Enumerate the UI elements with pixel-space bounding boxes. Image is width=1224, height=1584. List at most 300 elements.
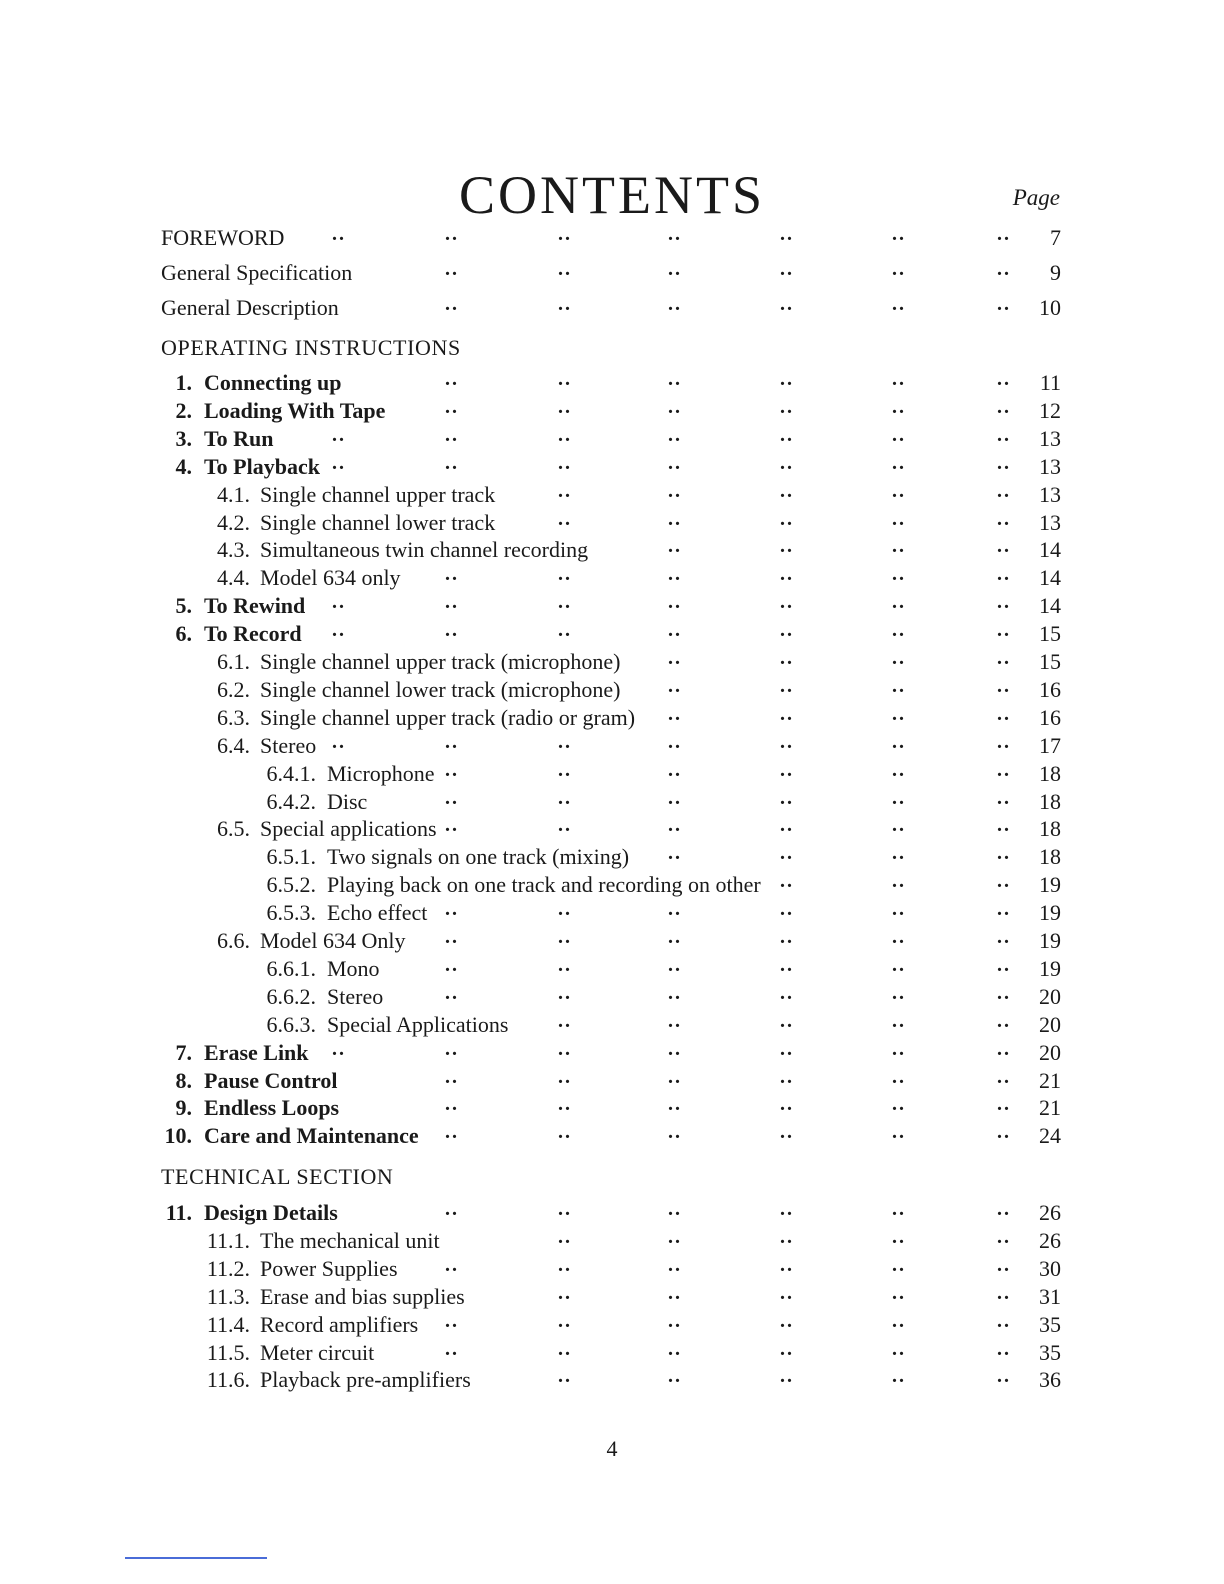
leader-dots: .. bbox=[780, 293, 794, 315]
leader-dots: .. bbox=[445, 1037, 459, 1060]
operating.entries-entry[interactable] bbox=[0, 1067, 1224, 1095]
leader-dots: .. bbox=[997, 368, 1011, 390]
entry-number: 6.2. bbox=[217, 676, 250, 702]
leader-dots: .. bbox=[997, 1065, 1011, 1088]
entry-number: 11.6. bbox=[206, 1367, 250, 1393]
entry-page-number: 17 bbox=[1039, 732, 1061, 758]
entry-title: Single channel lower track (microphone) bbox=[260, 676, 621, 702]
leader-dots: .. bbox=[558, 395, 572, 418]
leader-dots: .. bbox=[892, 1198, 906, 1220]
leader-dots: .. bbox=[892, 507, 906, 530]
page-number: 4 bbox=[606, 1436, 618, 1461]
leader-dots: .. bbox=[558, 953, 572, 976]
leader-dots: .. bbox=[558, 1121, 572, 1144]
front-matter-entry[interactable] bbox=[0, 259, 1224, 287]
operating.entries-entry[interactable] bbox=[0, 732, 1224, 760]
leader-dots: .. bbox=[780, 842, 794, 865]
entry-number: 6. bbox=[175, 621, 192, 647]
leader-dots: .. bbox=[558, 223, 572, 245]
entry-title: Care and Maintenance bbox=[204, 1123, 419, 1149]
leader-dots: .. bbox=[997, 1253, 1011, 1276]
leader-dots: .. bbox=[445, 730, 459, 753]
entry-page-number: 35 bbox=[1039, 1339, 1061, 1365]
leader-dots: .. bbox=[892, 786, 906, 809]
leader-dots: .. bbox=[445, 1093, 459, 1116]
leader-dots: .. bbox=[558, 758, 572, 781]
entry-number: 11.1. bbox=[206, 1227, 250, 1253]
leader-dots: .. bbox=[780, 368, 794, 390]
leader-dots: .. bbox=[668, 368, 682, 390]
leader-dots: .. bbox=[892, 1065, 906, 1088]
leader-dots: .. bbox=[668, 563, 682, 586]
leader-dots: .. bbox=[892, 1281, 906, 1304]
entry-number: 3. bbox=[175, 425, 192, 451]
leader-dots: .. bbox=[668, 395, 682, 418]
entry-page-number: 20 bbox=[1039, 983, 1061, 1009]
entry-title: Stereo bbox=[327, 983, 384, 1009]
entry-title: Connecting up bbox=[204, 370, 342, 395]
leader-dots: .. bbox=[997, 293, 1011, 315]
entry-title: The mechanical unit bbox=[260, 1227, 440, 1253]
leader-dots: .. bbox=[780, 1065, 794, 1088]
leader-dots: .. bbox=[445, 814, 459, 837]
leader-dots: .. bbox=[445, 981, 459, 1004]
leader-dots: .. bbox=[780, 1009, 794, 1032]
leader-dots: .. bbox=[780, 647, 794, 669]
leader-dots: .. bbox=[780, 870, 794, 893]
leader-dots: .. bbox=[668, 842, 682, 865]
operating.entries-entry[interactable] bbox=[0, 815, 1224, 843]
entry-title: General Description bbox=[161, 295, 339, 320]
entry-page-number: 26 bbox=[1039, 1227, 1061, 1253]
leader-dots: .. bbox=[780, 702, 794, 725]
leader-dots: .. bbox=[892, 1009, 906, 1032]
entry-page-number: 13 bbox=[1039, 509, 1061, 535]
leader-dots: .. bbox=[997, 1121, 1011, 1144]
leader-dots: .. bbox=[558, 563, 572, 586]
leader-dots: .. bbox=[558, 981, 572, 1004]
entry-title: Simultaneous twin channel recording bbox=[260, 537, 589, 563]
operating.entries-entry[interactable] bbox=[0, 927, 1224, 955]
entry-title: Model 634 Only bbox=[260, 928, 406, 953]
operating.entries-entry[interactable] bbox=[0, 1094, 1224, 1122]
entry-page-number: 18 bbox=[1039, 844, 1061, 870]
entry-title: Record amplifiers bbox=[260, 1311, 419, 1337]
technical.entries-entry[interactable] bbox=[0, 1339, 1224, 1367]
leader-dots: .. bbox=[997, 1281, 1011, 1304]
operating.entries-entry[interactable] bbox=[0, 843, 1224, 871]
entry-number: 6.5. bbox=[217, 816, 250, 842]
operating.entries-entry[interactable] bbox=[0, 397, 1224, 425]
technical.entries-entry[interactable] bbox=[0, 1283, 1224, 1311]
operating.entries-entry[interactable] bbox=[0, 704, 1224, 732]
leader-dots: .. bbox=[445, 451, 459, 474]
leader-dots: .. bbox=[558, 1093, 572, 1116]
entry-title: General Specification bbox=[161, 260, 353, 285]
leader-dots: .. bbox=[668, 423, 682, 446]
entry-title: Erase Link bbox=[204, 1039, 309, 1065]
leader-dots: .. bbox=[892, 619, 906, 642]
leader-dots: .. bbox=[780, 619, 794, 642]
leader-dots: .. bbox=[558, 814, 572, 837]
leader-dots: .. bbox=[332, 591, 346, 614]
leader-dots: .. bbox=[997, 591, 1011, 614]
entry-number: 11. bbox=[165, 1200, 192, 1225]
leader-dots: .. bbox=[997, 870, 1011, 893]
entry-number: 4.4. bbox=[217, 565, 250, 591]
leader-dots: .. bbox=[780, 479, 794, 502]
leader-dots: .. bbox=[558, 1253, 572, 1276]
operating.entries-entry[interactable] bbox=[0, 369, 1224, 397]
leader-dots: .. bbox=[997, 563, 1011, 586]
leader-dots: .. bbox=[668, 507, 682, 530]
entry-number: 11.2. bbox=[206, 1255, 250, 1281]
leader-dots: .. bbox=[668, 258, 682, 280]
leader-dots: .. bbox=[780, 1037, 794, 1060]
leader-dots: .. bbox=[668, 814, 682, 837]
entry-number: 7. bbox=[175, 1039, 192, 1065]
leader-dots: .. bbox=[997, 953, 1011, 976]
leader-dots: .. bbox=[997, 1365, 1011, 1388]
entry-title: To Rewind bbox=[204, 593, 306, 619]
leader-dots: .. bbox=[892, 223, 906, 245]
leader-dots: .. bbox=[997, 842, 1011, 865]
leader-dots: .. bbox=[997, 1225, 1011, 1248]
leader-dots: .. bbox=[445, 1253, 459, 1276]
leader-dots: .. bbox=[558, 591, 572, 614]
leader-dots: .. bbox=[668, 293, 682, 315]
entry-page-number: 16 bbox=[1039, 704, 1061, 730]
leader-dots: .. bbox=[780, 674, 794, 697]
entry-number: 6.4.2. bbox=[266, 788, 316, 814]
entry-page-number: 20 bbox=[1039, 1039, 1061, 1065]
leader-dots: .. bbox=[558, 1337, 572, 1360]
entry-title: FOREWORD bbox=[161, 225, 285, 250]
leader-dots: .. bbox=[780, 395, 794, 418]
entry-title: Endless Loops bbox=[204, 1095, 340, 1121]
leader-dots: .. bbox=[780, 1198, 794, 1220]
entry-title: Single channel upper track (radio or gram) bbox=[260, 704, 636, 730]
leader-dots: .. bbox=[780, 1281, 794, 1304]
entry-page-number: 20 bbox=[1039, 1011, 1061, 1037]
leader-dots: .. bbox=[668, 926, 682, 948]
leader-dots: .. bbox=[445, 395, 459, 418]
leader-dots: .. bbox=[668, 1037, 682, 1060]
entry-number: 6.4. bbox=[217, 732, 250, 758]
leader-dots: .. bbox=[892, 870, 906, 893]
leader-dots: .. bbox=[558, 1198, 572, 1220]
entry-number: 11.3. bbox=[206, 1283, 250, 1309]
operating.entries-entry[interactable] bbox=[0, 955, 1224, 983]
leader-dots: .. bbox=[997, 786, 1011, 809]
leader-dots: .. bbox=[997, 1337, 1011, 1360]
leader-dots: .. bbox=[558, 451, 572, 474]
operating.entries-entry[interactable] bbox=[0, 899, 1224, 927]
leader-dots: .. bbox=[892, 293, 906, 315]
entry-number: 6.6.1. bbox=[266, 955, 316, 981]
leader-dots: .. bbox=[892, 395, 906, 418]
entry-title: Stereo bbox=[260, 732, 317, 758]
leader-dots: .. bbox=[668, 1309, 682, 1332]
leader-dots: .. bbox=[780, 591, 794, 614]
entry-page-number: 10 bbox=[1039, 295, 1061, 320]
entry-number: 6.5.3. bbox=[266, 900, 316, 926]
leader-dots: .. bbox=[892, 1253, 906, 1276]
entry-title: Disc bbox=[327, 788, 368, 814]
leader-dots: .. bbox=[892, 1309, 906, 1332]
entry-title: Design Details bbox=[204, 1200, 338, 1225]
leader-dots: .. bbox=[892, 591, 906, 614]
leader-dots: .. bbox=[668, 786, 682, 809]
leader-dots: .. bbox=[445, 898, 459, 921]
leader-dots: .. bbox=[892, 953, 906, 976]
leader-dots: .. bbox=[558, 1009, 572, 1032]
operating.entries-entry[interactable] bbox=[0, 536, 1224, 564]
entry-title: Single channel lower track bbox=[260, 509, 496, 535]
entry-page-number: 19 bbox=[1039, 928, 1061, 953]
entry-number: 8. bbox=[175, 1067, 192, 1093]
entry-title: Model 634 only bbox=[260, 565, 401, 591]
leader-dots: .. bbox=[892, 451, 906, 474]
leader-dots: .. bbox=[445, 758, 459, 781]
entry-page-number: 21 bbox=[1039, 1095, 1061, 1121]
technical.entries-entry[interactable] bbox=[0, 1366, 1224, 1394]
leader-dots: .. bbox=[997, 451, 1011, 474]
entry-page-number: 19 bbox=[1039, 955, 1061, 981]
leader-dots: .. bbox=[780, 223, 794, 245]
entry-page-number: 13 bbox=[1039, 425, 1061, 451]
leader-dots: .. bbox=[997, 674, 1011, 697]
operating.entries-entry[interactable] bbox=[0, 509, 1224, 537]
leader-dots: .. bbox=[668, 535, 682, 558]
leader-dots: .. bbox=[892, 535, 906, 558]
operating.entries-entry[interactable] bbox=[0, 425, 1224, 453]
entry-page-number: 31 bbox=[1039, 1283, 1061, 1309]
leader-dots: .. bbox=[668, 1093, 682, 1116]
entry-number: 1. bbox=[175, 370, 192, 395]
leader-dots: .. bbox=[997, 1309, 1011, 1332]
leader-dots: .. bbox=[558, 619, 572, 642]
entry-page-number: 13 bbox=[1039, 481, 1061, 507]
entry-number: 6.4.1. bbox=[266, 760, 316, 786]
leader-dots: .. bbox=[445, 953, 459, 976]
leader-dots: .. bbox=[668, 702, 682, 725]
leader-dots: .. bbox=[558, 898, 572, 921]
leader-dots: .. bbox=[668, 1009, 682, 1032]
entry-page-number: 30 bbox=[1039, 1255, 1061, 1281]
leader-dots: .. bbox=[445, 423, 459, 446]
entry-number: 4. bbox=[175, 453, 192, 479]
front-matter-entry[interactable] bbox=[0, 224, 1224, 252]
operating.entries-entry[interactable] bbox=[0, 1122, 1224, 1150]
entry-number: 6.3. bbox=[217, 704, 250, 730]
entry-number: 4.2. bbox=[217, 509, 250, 535]
leader-dots: .. bbox=[892, 1365, 906, 1388]
operating.entries-entry[interactable] bbox=[0, 1039, 1224, 1067]
entry-page-number: 14 bbox=[1039, 537, 1061, 563]
entry-page-number: 15 bbox=[1039, 649, 1061, 674]
leader-dots: .. bbox=[892, 647, 906, 669]
leader-dots: .. bbox=[780, 981, 794, 1004]
leader-dots: .. bbox=[780, 786, 794, 809]
leader-dots: .. bbox=[780, 1365, 794, 1388]
leader-dots: .. bbox=[780, 451, 794, 474]
operating-instructions-heading: OPERATING INSTRUCTIONS bbox=[161, 335, 461, 360]
entry-page-number: 19 bbox=[1039, 872, 1061, 898]
leader-dots: .. bbox=[780, 898, 794, 921]
entry-number: 9. bbox=[175, 1095, 192, 1121]
operating.entries-entry[interactable] bbox=[0, 1011, 1224, 1039]
leader-dots: .. bbox=[668, 619, 682, 642]
leader-dots: .. bbox=[668, 1337, 682, 1360]
leader-dots: .. bbox=[780, 758, 794, 781]
leader-dots: .. bbox=[780, 1253, 794, 1276]
leader-dots: .. bbox=[332, 1037, 346, 1060]
entry-page-number: 18 bbox=[1039, 760, 1061, 786]
operating.entries-entry[interactable] bbox=[0, 648, 1224, 676]
leader-dots: .. bbox=[780, 563, 794, 586]
operating.entries-entry[interactable] bbox=[0, 983, 1224, 1011]
technical.entries-entry[interactable] bbox=[0, 1311, 1224, 1339]
operating.entries-entry[interactable] bbox=[0, 592, 1224, 620]
leader-dots: .. bbox=[892, 702, 906, 725]
leader-dots: .. bbox=[892, 479, 906, 502]
entry-number: 2. bbox=[175, 397, 192, 423]
leader-dots: .. bbox=[997, 1198, 1011, 1220]
front-matter-entry[interactable] bbox=[0, 294, 1224, 322]
operating.entries-entry[interactable] bbox=[0, 676, 1224, 704]
entry-title: Microphone bbox=[327, 760, 435, 786]
entry-page-number: 9 bbox=[1050, 260, 1061, 285]
leader-dots: .. bbox=[892, 1093, 906, 1116]
entry-page-number: 36 bbox=[1039, 1367, 1061, 1393]
operating.entries-entry[interactable] bbox=[0, 760, 1224, 788]
leader-dots: .. bbox=[997, 898, 1011, 921]
leader-dots: .. bbox=[332, 730, 346, 753]
entry-page-number: 18 bbox=[1039, 816, 1061, 842]
operating.entries-entry[interactable] bbox=[0, 871, 1224, 899]
leader-dots: .. bbox=[445, 1309, 459, 1332]
leader-dots: .. bbox=[997, 981, 1011, 1004]
page-column-heading: Page bbox=[1012, 185, 1060, 210]
operating.entries-entry[interactable] bbox=[0, 453, 1224, 481]
leader-dots: .. bbox=[445, 786, 459, 809]
leader-dots: .. bbox=[668, 451, 682, 474]
leader-dots: .. bbox=[445, 368, 459, 390]
entry-number: 4.1. bbox=[217, 481, 250, 507]
entry-page-number: 35 bbox=[1039, 1311, 1061, 1337]
operating.entries-entry[interactable] bbox=[0, 481, 1224, 509]
entry-title: Two signals on one track (mixing) bbox=[327, 844, 630, 870]
leader-dots: .. bbox=[997, 619, 1011, 642]
leader-dots: .. bbox=[445, 926, 459, 948]
leader-dots: .. bbox=[892, 1037, 906, 1060]
entry-number: 4.3. bbox=[217, 537, 250, 563]
leader-dots: .. bbox=[997, 479, 1011, 502]
leader-dots: .. bbox=[892, 368, 906, 390]
leader-dots: .. bbox=[558, 1281, 572, 1304]
leader-dots: .. bbox=[997, 395, 1011, 418]
entry-number: 10. bbox=[164, 1123, 192, 1149]
leader-dots: .. bbox=[668, 647, 682, 669]
leader-dots: .. bbox=[668, 479, 682, 502]
leader-dots: .. bbox=[668, 758, 682, 781]
operating.entries-entry[interactable] bbox=[0, 564, 1224, 592]
leader-dots: .. bbox=[668, 898, 682, 921]
entry-number: 11.5. bbox=[206, 1339, 250, 1365]
leader-dots: .. bbox=[780, 814, 794, 837]
technical.entries-entry[interactable] bbox=[0, 1199, 1224, 1227]
leader-dots: .. bbox=[997, 814, 1011, 837]
leader-dots: .. bbox=[780, 1093, 794, 1116]
leader-dots: .. bbox=[332, 451, 346, 474]
entry-page-number: 12 bbox=[1039, 397, 1061, 423]
leader-dots: .. bbox=[332, 223, 346, 245]
leader-dots: .. bbox=[668, 1198, 682, 1220]
leader-dots: .. bbox=[780, 926, 794, 948]
entry-page-number: 21 bbox=[1039, 1067, 1061, 1093]
leader-dots: .. bbox=[780, 535, 794, 558]
entry-title: To Playback bbox=[204, 453, 320, 479]
leader-dots: .. bbox=[780, 1309, 794, 1332]
entry-number: 6.6.2. bbox=[266, 983, 316, 1009]
page-title: CONTENTS bbox=[459, 165, 765, 225]
leader-dots: .. bbox=[780, 1225, 794, 1248]
leader-dots: .. bbox=[892, 423, 906, 446]
technical.entries-entry[interactable] bbox=[0, 1227, 1224, 1255]
leader-dots: .. bbox=[780, 1121, 794, 1144]
entry-title: Meter circuit bbox=[260, 1339, 375, 1365]
leader-dots: .. bbox=[892, 898, 906, 921]
leader-dots: .. bbox=[558, 258, 572, 280]
leader-dots: .. bbox=[780, 423, 794, 446]
leader-dots: .. bbox=[445, 1198, 459, 1220]
leader-dots: .. bbox=[997, 507, 1011, 530]
leader-dots: .. bbox=[892, 1121, 906, 1144]
leader-dots: .. bbox=[445, 591, 459, 614]
entry-title: Erase and bias supplies bbox=[260, 1283, 465, 1309]
entry-title: Echo effect bbox=[327, 900, 428, 926]
leader-dots: .. bbox=[668, 1065, 682, 1088]
leader-dots: .. bbox=[668, 223, 682, 245]
leader-dots: .. bbox=[558, 507, 572, 530]
entry-page-number: 16 bbox=[1039, 676, 1061, 702]
leader-dots: .. bbox=[997, 758, 1011, 781]
leader-dots: .. bbox=[445, 293, 459, 315]
technical-section-heading: TECHNICAL SECTION bbox=[161, 1164, 394, 1189]
leader-dots: .. bbox=[558, 293, 572, 315]
operating.entries-entry[interactable] bbox=[0, 620, 1224, 648]
leader-dots: .. bbox=[997, 730, 1011, 753]
leader-dots: .. bbox=[558, 423, 572, 446]
leader-dots: .. bbox=[445, 563, 459, 586]
leader-dots: .. bbox=[668, 1121, 682, 1144]
leader-dots: .. bbox=[997, 1037, 1011, 1060]
leader-dots: .. bbox=[892, 674, 906, 697]
entry-page-number: 14 bbox=[1039, 565, 1061, 591]
technical.entries-entry[interactable] bbox=[0, 1255, 1224, 1283]
entry-page-number: 24 bbox=[1039, 1123, 1061, 1149]
leader-dots: .. bbox=[997, 423, 1011, 446]
leader-dots: .. bbox=[445, 1121, 459, 1144]
entry-number: 6.5.1. bbox=[266, 844, 316, 870]
operating.entries-entry[interactable] bbox=[0, 788, 1224, 816]
leader-dots: .. bbox=[445, 223, 459, 245]
leader-dots: .. bbox=[558, 1225, 572, 1248]
leader-dots: .. bbox=[892, 981, 906, 1004]
leader-dots: .. bbox=[668, 1365, 682, 1388]
leader-dots: .. bbox=[892, 258, 906, 280]
